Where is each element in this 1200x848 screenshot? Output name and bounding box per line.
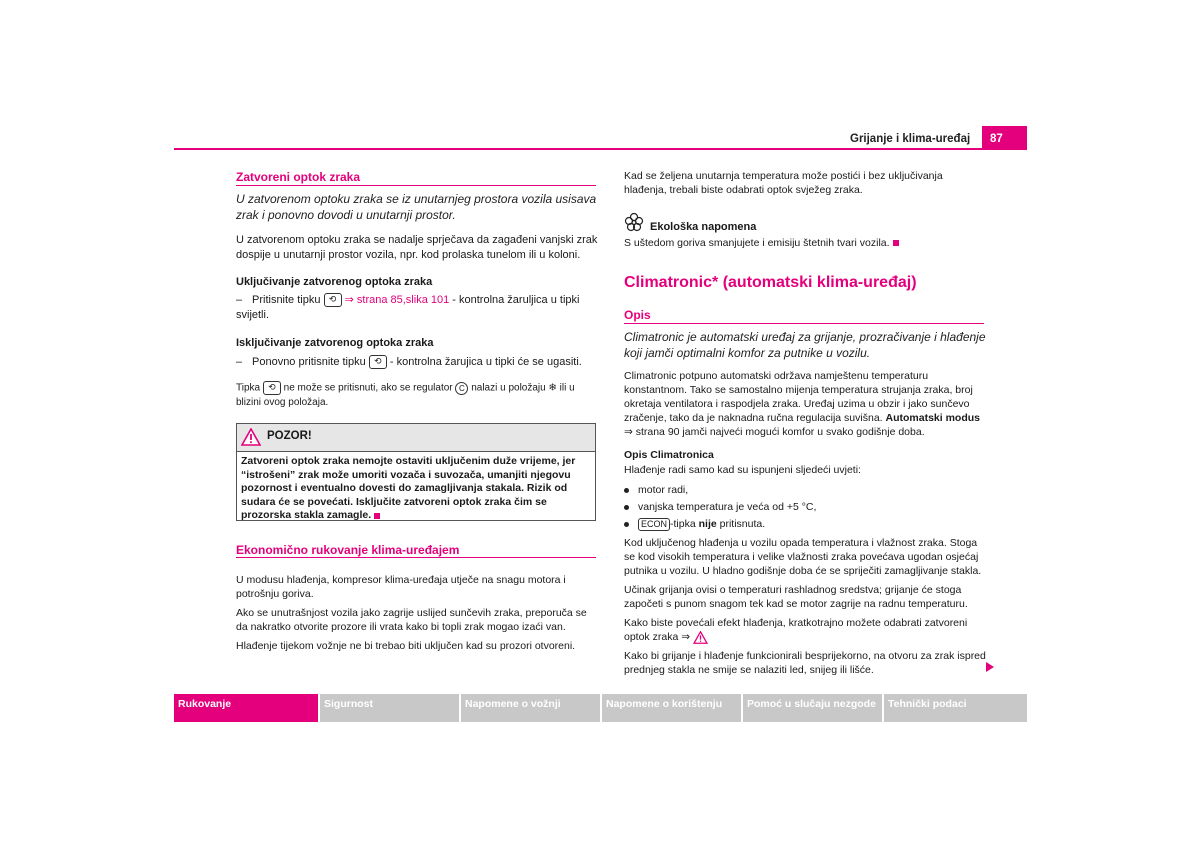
tab-sigurnost[interactable]: Sigurnost [320,694,459,722]
recirculation-button-icon: ⟲ [369,355,387,369]
end-marker [374,513,380,519]
list-item-text: -tipka [670,518,696,530]
warning-body [237,452,595,526]
end-marker [893,240,899,246]
note-text: Tipka [236,382,261,394]
step-switch-off [236,355,598,369]
warning-triangle-icon [241,428,261,446]
tab-pomoc-u-slucaju-nezgode[interactable]: Pomoć u slučaju nezgode [743,694,882,722]
subheading-switch-on: Uključivanje zatvorenog optoka zraka [236,276,433,288]
bullet-icon [624,488,629,493]
section-rule [624,323,984,324]
warning-title: POZOR! [267,430,312,442]
paragraph [624,616,986,644]
step-text: Pritisnite tipku [252,294,321,306]
list-item [624,483,986,497]
warning-box [236,423,596,521]
recirculation-button-icon: ⟲ [263,381,281,395]
paragraph: Kad se željena unutarnja temperatura može postići i bez uključivanja hlađenja, trebali biste odabrati optok svježeg zraka. [624,170,943,196]
econ-key-icon: ECON [638,518,670,531]
defrost-icon: ❄ [548,382,557,394]
list-item-text: vanjska temperatura je veća od +5 °C, [638,501,817,513]
paragraph-text: Kako biste povećali efekt hlađenja, kratkotrajno možete odabrati zatvoreni optok zraka ⇒ [624,617,968,643]
flower-eco-icon [624,212,644,232]
paragraph: Kako bi grijanje i hlađenje funkcionirali besprijekorno, na otvoru za zrak ispred prednjeg stakla ne smije se nalaziti led, snijeg ili lišće. [624,650,986,676]
dash: – [236,356,243,368]
section-heading-economy: Ekonomično rukovanje klima-uređajem [236,543,460,557]
tab-napomene-o-voznji[interactable]: Napomene o vožnji [461,694,600,722]
eco-text: S uštedom goriva smanjujete i emisiju štetnih tvari vozila. [624,237,890,249]
paragraph: Učinak grijanja ovisi o temperaturi rashladnog sredstva; grijanje će stoga započeti s punom snagom tek kad se motor zagrije na radnu temperaturu. [624,584,968,610]
paragraph [624,369,986,439]
paragraph: Hlađenje tijekom vožnje ne bi trebao biti uključen kad su prozori otvoreni. [236,640,576,652]
continue-arrow-icon [985,661,995,673]
bold-term: Automatski modus [885,412,981,424]
note-paragraph [236,381,598,410]
note-text: nalazi u položaju [471,382,546,394]
bullet-icon [624,505,629,510]
warning-text: Zatvoreni optok zraka nemojte ostaviti uključenim duže vrijeme, jer “istrošeni” zrak može umoriti vozača i suvozača, umanjiti njegovu pozornost i eventualno dovesti do zamagljivanja stakala. Rizik od sudara će se povećati. Isključite zatvoreni optok zraka čim se prozorska stakla zamagle. [241,455,576,522]
climatronic-title: Climatronic* (automatski klima-uređaj) [624,274,917,291]
eco-note-text [624,236,986,250]
list-item-text: pritisnuta. [719,518,766,530]
note-text: ne može se pritisnuti, ako se regulator [283,382,453,394]
bold-term: nije [698,518,717,530]
list-item-text: motor radi, [638,484,689,496]
eco-note-title: Ekološka napomena [650,221,757,233]
step-text: Ponovno pritisnite tipku [252,356,366,368]
dash: – [236,294,243,306]
step-text: - kontrolna žaruljica u tipki svijetli. [236,294,580,321]
paragraph: U modusu hlađenja, kompresor klima-uređaja utječe na snagu motora i potrošnju goriva. [236,574,566,600]
regulator-c-icon: C [455,382,468,395]
header-rule [174,148,1027,150]
running-header-title: Grijanje i klima-uređaj [850,133,971,145]
tab-rukovanje[interactable]: Rukovanje [174,694,318,722]
tab-napomene-o-koristenju[interactable]: Napomene o korištenju [602,694,741,722]
step-switch-on [236,293,598,323]
section-intro: U zatvorenom optoku zraka se iz unutarnjeg prostora vozila usisava zrak i ponovno dovodi u unutarnji prostor. [236,192,597,222]
paragraph-text: Climatronic potpuno automatski održava namještenu temperaturu konstantnom. Tako se samostalno mijenja temperatura strujanja zraka, broj okretaja ventilatora i raspodjela zraka. Uređaj uzima u obzir i jako sunčevo zračenje, tako da je naknadna ručna regulacija suvišna. [624,370,973,424]
subheading-climatronic: Opis Climatronica [624,449,714,461]
paragraph: Ako se unutrašnjost vozila jako zagrije uslijed sunčevih zraka, preporuča se da nakratko otvorite prozore ili vrata kako bi topli zrak mogao izaći van. [236,607,587,633]
recirculation-button-icon: ⟲ [324,293,342,307]
step-text: - kontrolna žarujica u tipki će se ugasiti. [389,356,582,368]
list-item [624,500,986,514]
note-text: ili u blizini ovog položaja. [236,382,575,408]
paragraph: Kod uključenog hlađenja u vozilu opada temperatura i vlažnost zraka. Stoga se kod visokih temperatura i velike vlažnosti zraka povećava ugodan osjećaj putnika u vozilu. U hladno godišnje doba će se spriječiti zamagljivanje stakla. [624,537,982,577]
warning-triangle-icon[interactable] [693,631,708,644]
section-rule [236,557,596,558]
page-number: 87 [982,126,1027,150]
paragraph: Hlađenje radi samo kad su ispunjeni sljedeći uvjeti: [624,464,861,476]
warning-header [237,424,595,452]
subheading-switch-off: Isključivanje zatvorenog optoka zraka [236,337,434,349]
section-intro: Climatronic je automatski uređaj za grijanje, prozračivanje i hlađenje koji jamči optimalni komfor za putnike u vozilu. [624,330,986,360]
bullet-icon [624,522,629,527]
paragraph: U zatvorenom optoku zraka se nadalje sprječava da zagađeni vanjski zrak dospije u unutarnji prostor vozila, npr. kod prolaska tunelom ili u koloni. [236,234,598,261]
section-heading-recirculation: Zatvoreni optok zraka [236,170,361,184]
paragraph-text: ⇒ strana 90 jamči najveći mogući komfor u svako godišnje doba. [624,426,925,438]
page-reference-link[interactable]: ⇒ strana 85,slika 101 [344,294,450,306]
tab-tehnicki-podaci[interactable]: Tehnički podaci [884,694,1027,722]
list-item [624,517,986,531]
section-rule [236,185,596,186]
section-heading-opis: Opis [624,308,651,322]
